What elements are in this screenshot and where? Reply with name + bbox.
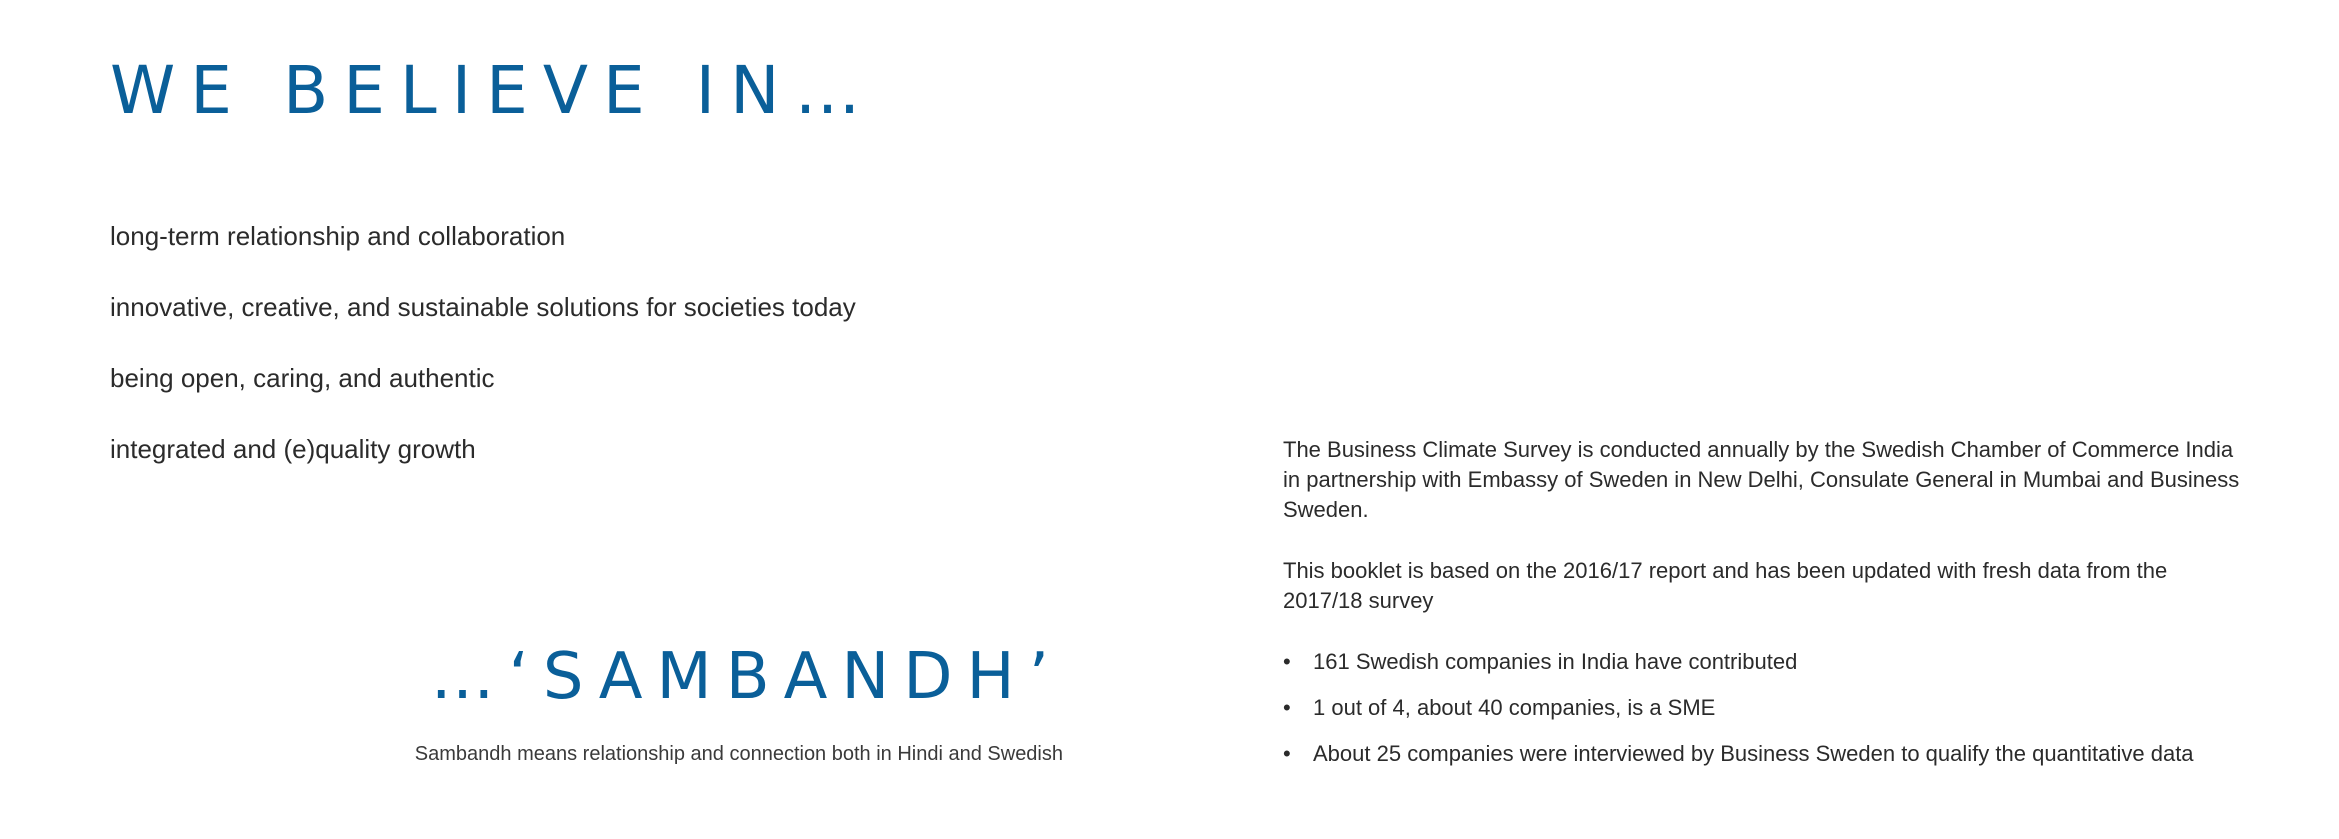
belief-item: being open, caring, and authentic xyxy=(110,363,495,393)
page-title: WE BELIEVE IN… xyxy=(110,52,876,129)
sambandh-section xyxy=(414,640,1063,766)
survey-description: The Business Climate Survey is conducted annually by the Swedish Chamber of Commerce India in partnership with Embassy of Sweden in New Delhi, Consulate General in Mumbai and Business Sweden. xyxy=(1283,437,2240,522)
belief-item: long-term relationship and collaboration xyxy=(110,221,566,251)
survey-info xyxy=(1283,435,2243,785)
list-item-text: About 25 companies were interviewed by Business Sweden to qualify the quantitative data xyxy=(1313,741,2194,766)
list-item-text: 161 Swedish companies in India have contributed xyxy=(1313,649,1798,674)
beliefs-list xyxy=(110,218,856,502)
sambandh-caption: Sambandh means relationship and connection both in Hindi and Swedish xyxy=(414,743,1063,765)
list-item xyxy=(1283,739,2243,769)
belief-item: integrated and (e)quality growth xyxy=(110,434,476,464)
sambandh-heading: …‘SAMBANDH’ xyxy=(430,640,1063,714)
list-item-text: 1 out of 4, about 40 companies, is a SME xyxy=(1313,695,1716,720)
bullet-icon: • xyxy=(1283,741,1291,766)
list-item xyxy=(1283,647,2243,677)
survey-facts-list xyxy=(1283,647,2243,769)
booklet-note: This booklet is based on the 2016/17 report and has been updated with fresh data from the 2017/18 survey xyxy=(1283,558,2168,613)
belief-item: innovative, creative, and sustainable solutions for societies today xyxy=(110,292,856,322)
bullet-icon: • xyxy=(1283,649,1291,674)
list-item xyxy=(1283,693,2243,723)
bullet-icon: • xyxy=(1283,695,1291,720)
